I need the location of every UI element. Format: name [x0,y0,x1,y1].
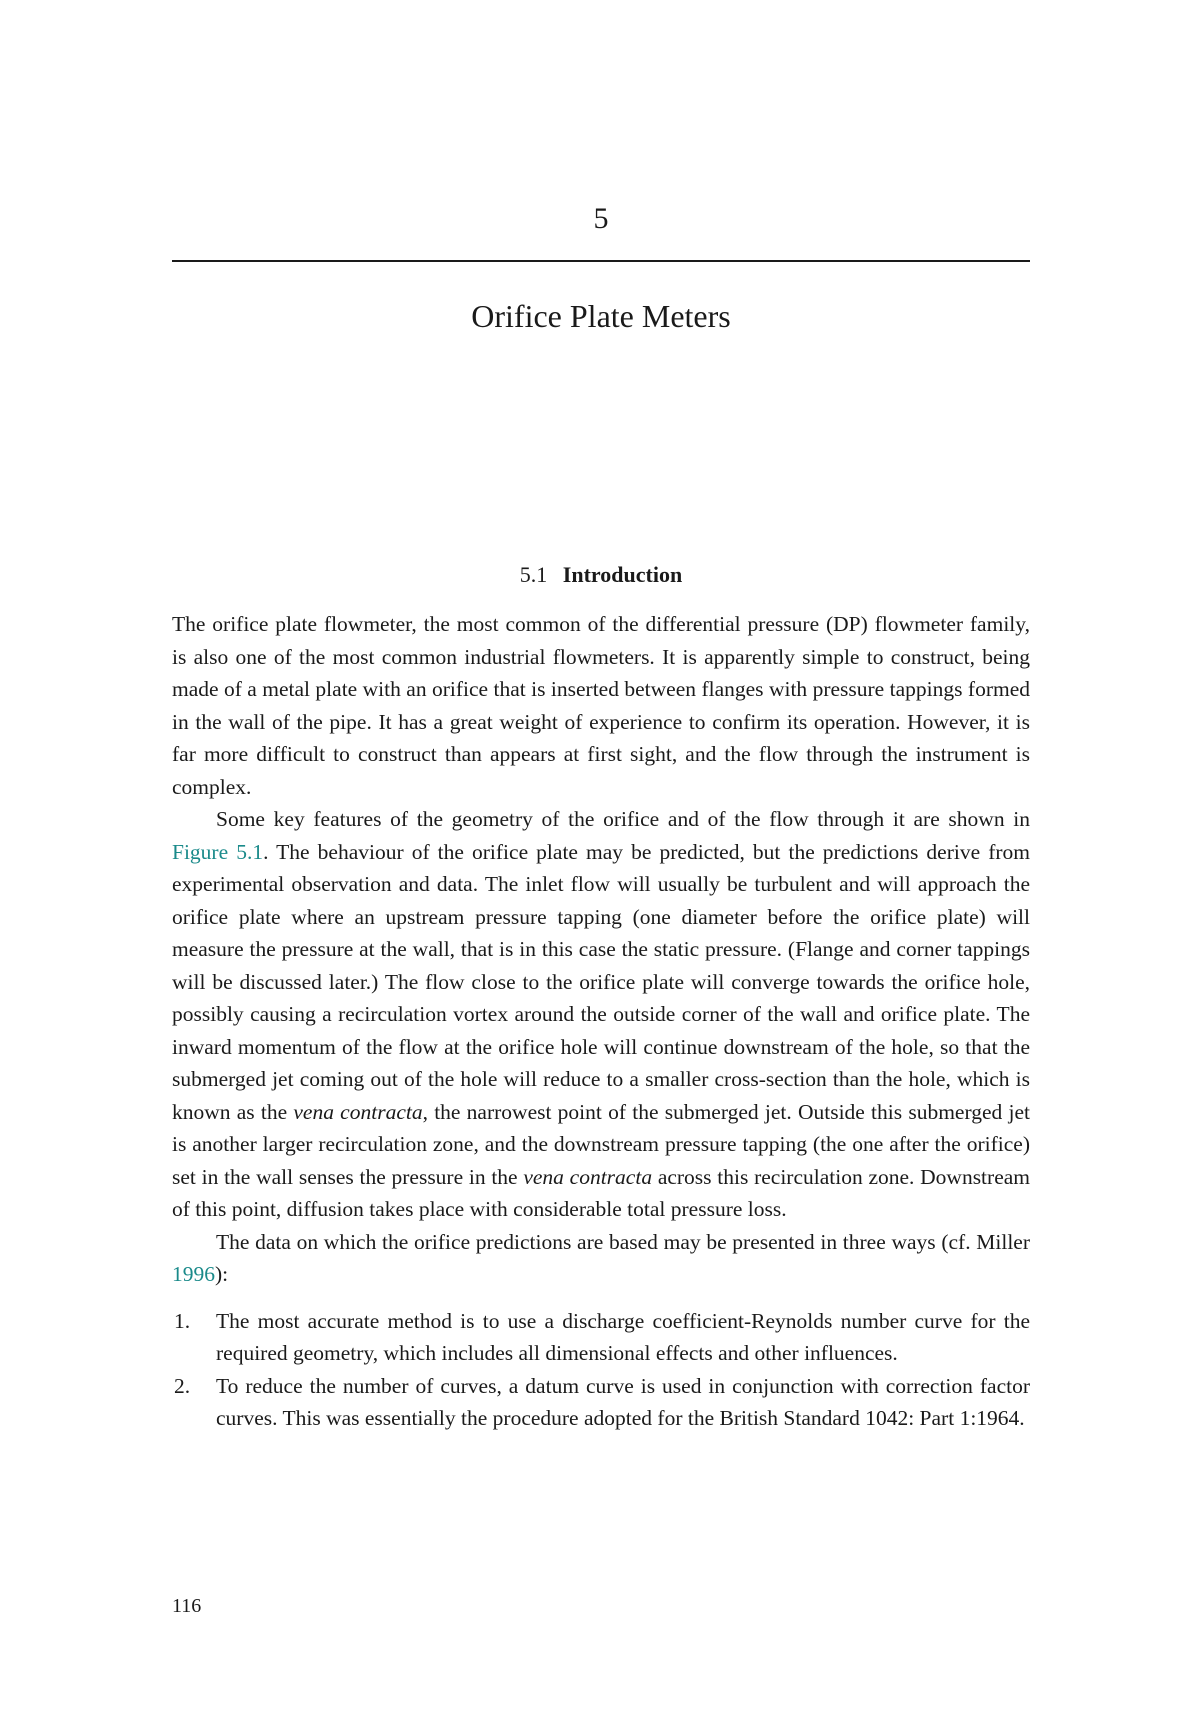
list-item-text: The most accurate method is to use a discharge coefficient-Reynolds number curve for the required geometry, which includes all dimensional effects and other influences. [216,1308,1030,1365]
paragraph-2-text: . The behaviour of the orifice plate may be predicted, but the predictions derive from experimental observation and data. The inlet flow will usually be turbulent and will approach the orifice plate where an upstream pressure tapping (one diameter before the orifice plate) will measure the pressure at the wall, that is in this case the static pressure. (Flange and corner tappings will be discussed later.) The flow close to the orifice plate will converge towards the orifice hole, possibly causing a recirculation vortex around the outside corner of the wall and orifice plate. The inward momentum of the flow at the orifice hole will continue downstream of the hole, so that the submerged jet coming out of the hole will reduce to a smaller cross-section than the hole, which is known as the [172,839,1030,1124]
section-title: Introduction [562,562,683,587]
method-list [172,1305,1030,1435]
book-page [172,0,1030,1714]
list-item-number: 2. [174,1373,191,1398]
section-heading [172,560,1030,590]
list-item [172,1305,1030,1370]
body-text [172,608,1030,1435]
paragraph-2-text: Some key features of the geometry of the orifice and of the flow through it are shown in [216,807,1030,831]
paragraph-3 [172,1226,1030,1291]
list-item-text: To reduce the number of curves, a datum curve is used in conjunction with correction factor curves. This was essentially the procedure adopted for the British Standard 1042: Part 1:1964. [216,1373,1030,1430]
paragraph-2-text: across this recirculation zone. Downstream of this point, diffusion takes place with considerable total pressure loss. [172,1164,1030,1221]
paragraph-3-text: The data on which the orifice predictions are based may be presented in three ways (cf. Miller [216,1229,1030,1254]
figure-reference-link[interactable]: Figure 5.1 [172,839,264,864]
paragraph-2 [172,803,1030,1226]
chapter-title: Orifice Plate Meters [471,298,731,334]
chapter-divider [172,260,1030,262]
citation-link[interactable]: 1996 [172,1262,215,1286]
paragraph-2-text: , the narrowest point of the submerged jet. Outside this submerged jet is another larger recirculation zone, and the downstream pressure tapping (the one after the orifice) set in the wall senses the pressure in the [172,1099,1031,1189]
italic-term: vena contracta [293,1099,423,1124]
list-item [172,1370,1030,1435]
italic-term: vena contracta [523,1164,653,1189]
paragraph-1: The orifice plate flowmeter, the most common of the differential pressure (DP) flowmeter family, is also one of the most common industrial flowmeters. It is apparently simple to construct, being made of a metal plate with an orifice that is inserted between flanges with pressure tappings formed in the wall of the pipe. It has a great weight of experience to confirm its operation. However, it is far more difficult to construct than appears at first sight, and the flow through the instrument is complex. [172,612,1030,799]
chapter-number: 5 [593,202,609,235]
page-number: 116 [172,1595,202,1617]
section-number: 5.1 [519,562,548,587]
paragraph-3-text: ): [215,1262,229,1286]
list-item-number: 1. [174,1308,191,1333]
